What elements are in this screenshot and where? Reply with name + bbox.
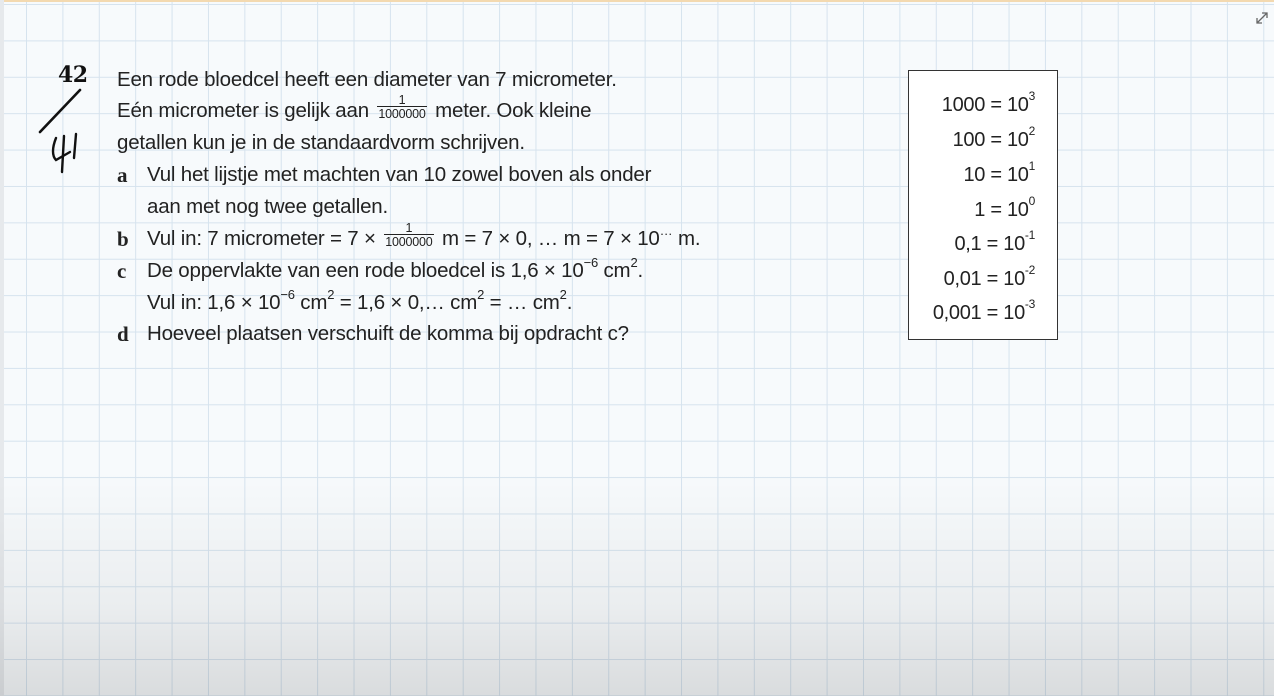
powers-row-value: 1 = 10: [974, 199, 1029, 221]
part-c-line-2-exp: −6: [280, 287, 295, 303]
part-c-line-1-exp: −6: [583, 255, 598, 271]
left-edge: [0, 0, 4, 696]
powers-row-value: 1000 = 10: [941, 94, 1029, 116]
powers-row-exponent: 0: [1028, 194, 1035, 209]
powers-row: [963, 159, 1035, 187]
part-c-line-2-mid3: = … cm: [489, 291, 560, 314]
intro-line-1: Een rode bloedcel heeft een diameter van 7 micrometer.: [117, 68, 617, 91]
part-b-mid: m = 7 × 0, … m = 7 × 10: [442, 227, 660, 250]
powers-row-exponent: 3: [1028, 89, 1035, 104]
powers-row-value: 0,01 = 10: [943, 268, 1025, 290]
top-accent-line: [0, 0, 1274, 2]
part-c-line-2-mid3-exp: 2: [559, 287, 567, 303]
powers-row-value: 0,001 = 10: [932, 302, 1025, 324]
powers-row-exponent: -1: [1024, 228, 1035, 243]
part-c-line-1-pre: De oppervlakte van een rode bloedcel is 1,6 × 10: [147, 259, 584, 282]
part-b-post: m.: [677, 227, 701, 250]
powers-row: [943, 263, 1035, 291]
powers-row: [954, 228, 1035, 256]
expand-icon[interactable]: [1254, 10, 1270, 26]
intro-line-3: getallen kun je in de standaardvorm schrijven.: [117, 131, 525, 154]
powers-row-value: 0,1 = 10: [954, 233, 1025, 255]
powers-row: [941, 89, 1035, 117]
part-b-letter: b: [117, 227, 129, 251]
part-c-line-2-end: .: [566, 291, 573, 314]
part-c-line-2-pre: Vul in: 1,6 × 10: [147, 291, 281, 314]
powers-row-exponent: -2: [1024, 263, 1035, 278]
powers-row-exponent: 1: [1028, 159, 1035, 174]
powers-of-ten-table: [908, 70, 1058, 340]
fraction: [377, 94, 426, 120]
exercise-number: 42: [58, 62, 88, 88]
part-b-text: [147, 220, 701, 251]
part-c-line-2: [147, 287, 573, 315]
part-c-line-1-unit: cm: [603, 259, 631, 282]
part-c-line-1-end: .: [637, 259, 643, 282]
part-c-line-2-unit-exp: 2: [327, 287, 335, 303]
part-b-pre: Vul in: 7 micrometer = 7 ×: [147, 227, 376, 250]
powers-row-value: 100 = 10: [952, 129, 1029, 151]
part-b-exponent: …: [659, 223, 673, 239]
part-c-line-2-unit: cm: [300, 291, 328, 314]
powers-row-value: 10 = 10: [963, 164, 1029, 186]
powers-row-exponent: -3: [1024, 297, 1035, 312]
part-d-letter: d: [117, 322, 129, 346]
fraction-numerator: 1: [398, 92, 406, 107]
part-a-letter: a: [117, 163, 128, 187]
part-c-line-1: [147, 255, 643, 283]
part-c-letter: c: [117, 259, 127, 283]
handwritten-note: [30, 86, 100, 178]
part-b-fraction: [384, 222, 433, 248]
part-b-fraction-numerator: 1: [405, 220, 413, 235]
bottom-shade: [0, 470, 1274, 696]
part-c-line-1-unit-exp: 2: [630, 255, 638, 271]
powers-row: [974, 194, 1035, 222]
part-d-text: Hoeveel plaatsen verschuift de komma bij opdracht c?: [147, 322, 629, 345]
powers-row-exponent: 2: [1028, 124, 1035, 139]
powers-row: [952, 124, 1035, 152]
part-c-line-2-mid-exp: 2: [477, 287, 485, 303]
intro-line-2-post: meter. Ook kleine: [435, 99, 592, 122]
fraction-denominator: 1000000: [378, 106, 426, 121]
part-a-line-1: Vul het lijstje met machten van 10 zowel boven als onder: [147, 163, 652, 186]
intro-line-2-pre: Eén micrometer is gelijk aan: [117, 99, 369, 122]
powers-row: [932, 297, 1035, 325]
part-a-line-2: aan met nog twee getallen.: [147, 195, 388, 218]
intro-line-2: [117, 92, 592, 123]
part-b-fraction-denominator: 1000000: [385, 234, 433, 249]
part-c-line-2-mid: = 1,6 × 0,… cm: [339, 291, 478, 314]
